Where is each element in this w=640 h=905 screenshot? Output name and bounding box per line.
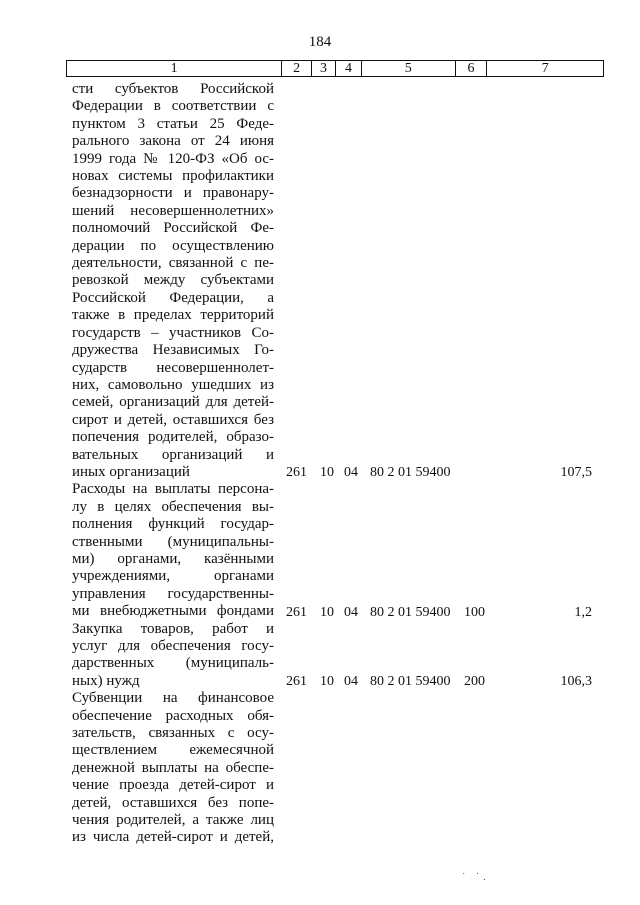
row-description xyxy=(72,621,274,691)
description-line: Федерации в соответствии с xyxy=(72,98,274,115)
description-line: дарственных (муниципаль- xyxy=(72,655,274,672)
table-column-header xyxy=(66,60,604,77)
description-line: ных) нужд xyxy=(72,672,140,689)
description-line: них, самовольно ушедших из xyxy=(72,376,274,393)
row-codes xyxy=(286,830,602,847)
column-number-7: 7 xyxy=(541,61,549,76)
admin-code: 261 xyxy=(286,465,307,481)
target-article-code: 80 2 01 59400 xyxy=(370,674,451,690)
description-line: сирот и детей, оставшихся без xyxy=(72,411,274,428)
table-row xyxy=(72,621,602,691)
description-line: зательств, связанных с осу- xyxy=(72,725,274,742)
description-line: из числа детей-сирот и детей, xyxy=(72,829,274,846)
description-line: полномочий Российской Фе- xyxy=(72,220,274,237)
description-line: дружества Независимых Го- xyxy=(72,342,274,359)
target-article-code: 80 2 01 59400 xyxy=(370,465,451,481)
subsection-code: 04 xyxy=(344,674,358,690)
description-line: Закупка товаров, работ и xyxy=(72,620,274,637)
section-code: 10 xyxy=(320,465,334,481)
description-line: безнадзорности и правонару- xyxy=(72,185,274,202)
row-description xyxy=(72,690,274,847)
subsection-code: 04 xyxy=(344,604,358,620)
description-line: детей, оставшихся без попе- xyxy=(72,794,274,811)
column-number-5: 5 xyxy=(362,61,456,76)
description-line: шений несовершеннолетних» xyxy=(72,202,274,219)
column-number-1: 1 xyxy=(67,61,282,76)
description-line: ревозкой между субъектами xyxy=(72,272,274,289)
table-row xyxy=(72,690,602,847)
table-row xyxy=(72,81,602,481)
description-line: также в пределах территорий xyxy=(72,307,274,324)
description-line: попечения родителей, образо- xyxy=(72,429,274,446)
target-article-code: 80 2 01 59400 xyxy=(370,604,451,620)
row-codes xyxy=(286,604,602,621)
description-line: пунктом 3 статьи 25 Феде- xyxy=(72,115,274,132)
description-line: семей, организаций для детей- xyxy=(72,394,274,411)
description-line: иных организаций xyxy=(72,463,190,480)
row-codes xyxy=(286,464,602,481)
amount-value: 107,5 xyxy=(560,465,592,481)
description-line: государств – участников Со- xyxy=(72,324,274,341)
scan-specks: ˙ ˙. xyxy=(462,872,490,883)
section-code: 10 xyxy=(320,604,334,620)
description-line: чения родителей, а также лиц xyxy=(72,812,274,829)
description-line: Расходы на выплаты персона- xyxy=(72,481,274,498)
subsection-code: 04 xyxy=(344,465,358,481)
description-line: лу в целях обеспечения вы- xyxy=(72,498,274,515)
description-line: учреждениями, органами xyxy=(72,568,274,585)
expense-type-code: 200 xyxy=(464,674,485,690)
description-line: сти субъектов Российской xyxy=(72,81,274,97)
row-codes xyxy=(286,673,602,690)
description-line: ществлением ежемесячной xyxy=(72,742,274,759)
description-line: управления государственны- xyxy=(72,585,274,602)
section-code: 10 xyxy=(320,674,334,690)
description-line: сударств несовершеннолет- xyxy=(72,359,274,376)
column-number-2: 2 xyxy=(282,61,312,76)
description-line: вательных организаций и xyxy=(72,446,274,463)
description-line: ми) органами, казёнными xyxy=(72,550,274,567)
admin-code: 261 xyxy=(286,604,307,620)
description-line: услуг для обеспечения госу- xyxy=(72,638,274,654)
column-number-6: 6 xyxy=(456,61,488,76)
amount-value: 1,2 xyxy=(574,604,592,620)
description-line: ми внебюджетными фондами xyxy=(72,603,274,620)
column-number-4: 4 xyxy=(336,61,362,76)
description-line: ственными (муниципальны- xyxy=(72,533,274,550)
description-line: дерации по осуществлению xyxy=(72,237,274,254)
description-line: деятельности, связанной с пе- xyxy=(72,255,274,272)
expense-type-code: 100 xyxy=(464,604,485,620)
description-line: обеспечение расходных обя- xyxy=(72,707,274,724)
page-number: 184 xyxy=(308,34,332,50)
description-line: новах системы профилактики xyxy=(72,168,274,185)
description-line: полнения функций государ- xyxy=(72,516,274,533)
description-line: Субвенции на финансовое xyxy=(72,690,274,707)
row-description xyxy=(72,481,274,620)
amount-value: 106,3 xyxy=(560,674,592,690)
description-line: рального закона от 24 июня xyxy=(72,133,274,150)
description-line: Российской Федерации, а xyxy=(72,289,274,306)
budget-table-body xyxy=(72,81,602,847)
table-row xyxy=(72,481,602,620)
description-line: денежной выплаты на обеспе- xyxy=(72,759,274,776)
description-line: 1999 года № 120-ФЗ «Об ос- xyxy=(72,150,274,167)
row-description xyxy=(72,81,274,481)
description-line: чение проезда детей-сирот и xyxy=(72,777,274,794)
column-number-3: 3 xyxy=(312,61,336,76)
admin-code: 261 xyxy=(286,674,307,690)
